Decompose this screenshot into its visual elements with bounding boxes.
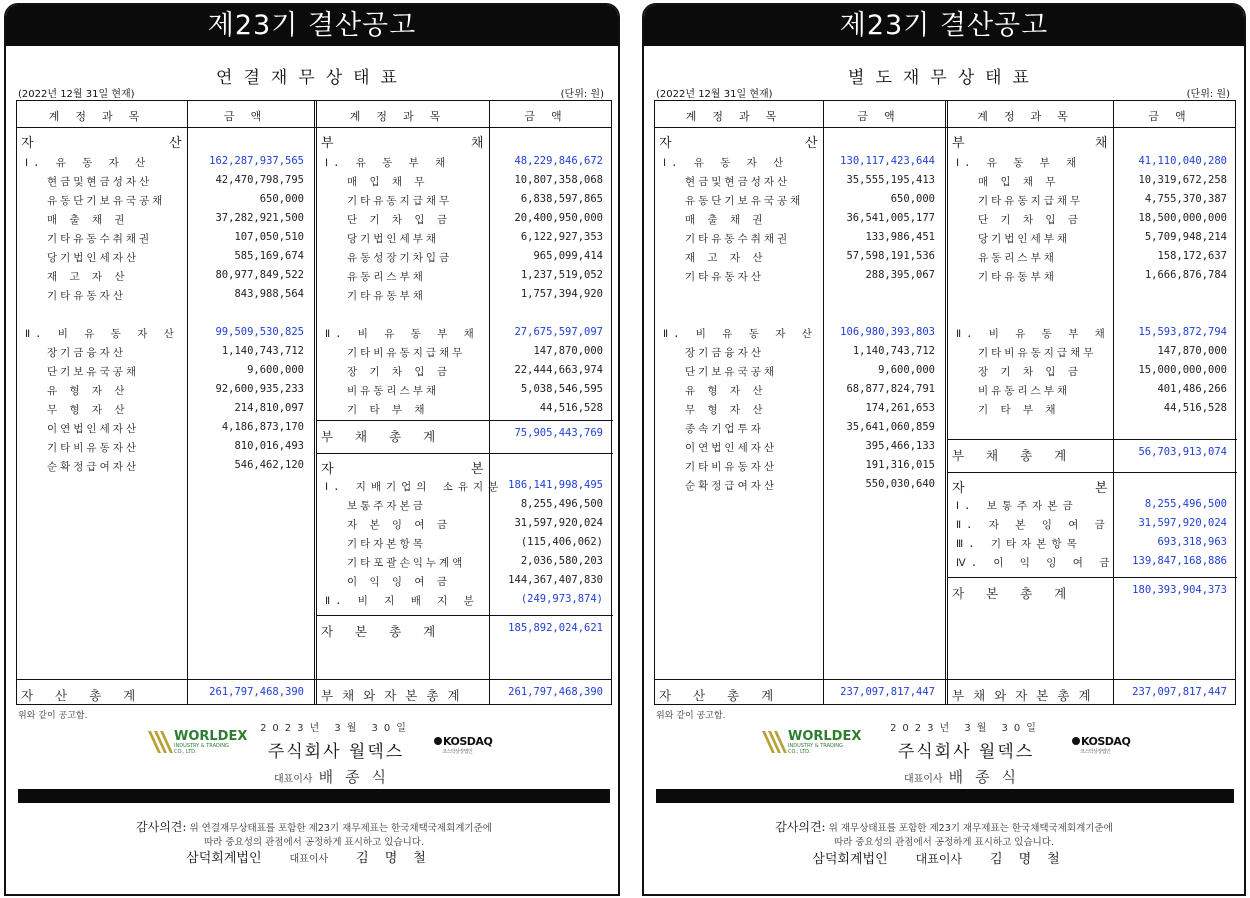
account-amount: 810,016,493 [234,440,304,452]
account-amount: 158,172,637 [1157,250,1227,262]
column-header-account: 계정과목 [685,110,793,123]
account-amount: 191,316,015 [865,459,935,471]
account-amount: 5,709,948,214 [1144,231,1227,243]
statement-title: 별도재무상태표 [848,68,1040,88]
account-amount: 99,509,530,825 [215,326,304,338]
account-label: Ⅰ. 유 동 자 산 [663,157,789,169]
signature-block [236,719,436,787]
account-amount: 843,988,564 [234,288,304,300]
column-header-account: 계정과목 [48,110,156,123]
total-amount: 75,905,443,769 [514,427,603,439]
notice-date: 2023년 3월 30일 [890,723,1042,734]
table-row [17,684,611,702]
account-amount: 42,470,798,795 [215,174,304,186]
account-amount: 650,000 [259,193,304,205]
table-row [17,229,611,247]
consolidated-statement-panel [4,3,620,896]
table-row [655,191,1235,209]
account-amount: 214,810,097 [234,402,304,414]
table-row [17,248,611,266]
account-amount: 1,140,743,712 [221,345,304,357]
account-label: 기타포괄손익누계액 [347,557,466,569]
account-amount: 8,255,496,500 [1144,498,1227,510]
account-label: Ⅱ. 비 유 동 자 산 [25,328,179,340]
account-amount: 8,255,496,500 [520,498,603,510]
total-label: 부 채 총 계 [321,429,445,444]
account-label: 기타비유동지급채무 [347,347,466,359]
account-amount: 10,807,358,068 [514,174,603,186]
table-row [17,343,611,361]
table-row [655,496,1235,514]
account-label: 유 형 자 산 [47,385,128,397]
account-amount: 585,169,674 [234,250,304,262]
total-amount: 237,097,817,447 [840,686,935,698]
account-amount: 107,050,510 [234,231,304,243]
table-row [17,591,611,609]
table-row [655,153,1235,171]
kosdaq-mark-icon [1072,737,1080,745]
account-amount: 27,675,597,097 [514,326,603,338]
account-label: 보통주자본금 [347,500,426,512]
account-amount: 80,977,849,522 [215,269,304,281]
company-name: 주식회사 월덱스 [267,742,405,762]
account-amount: 550,030,640 [865,478,935,490]
account-amount: (249,973,874) [520,593,603,605]
section-title-equity-end: 본 [471,462,484,477]
account-label: 장기금융자산 [685,347,764,359]
account-amount: 130,117,423,644 [840,155,935,167]
account-amount: 10,319,672,258 [1138,174,1227,186]
table-row [17,457,611,475]
account-label: 기타유동부채 [978,271,1057,283]
column-header-amount: 금액 [524,110,578,123]
account-amount: 650,000 [890,193,935,205]
row-divider [317,420,613,421]
worldex-logo: WORLDEX INDUSTRY & TRADING CO., LTD. [148,727,240,757]
kosdaq-logo: KOSDAQ 코스닥상장법인 [1072,735,1130,755]
account-amount: 401,486,266 [1157,383,1227,395]
worldex-mark-icon [148,727,174,757]
account-label: 기타자본항목 [347,538,426,550]
total-amount: 261,797,468,390 [508,686,603,698]
account-label: 유동리스부채 [347,271,426,283]
account-amount: 57,598,191,536 [846,250,935,262]
table-row [17,362,611,380]
account-amount: 147,870,000 [1157,345,1227,357]
table-row [17,286,611,304]
account-amount: 174,261,653 [865,402,935,414]
table-row [655,444,1235,462]
statement-title: 연결재무상태표 [216,68,408,88]
account-label: 당기법인세부채 [347,233,440,245]
kosdaq-logo: KOSDAQ 코스닥상장법인 [434,735,492,755]
account-amount: 20,400,950,000 [514,212,603,224]
account-label: 재 고 자 산 [47,271,128,283]
account-amount: 37,282,921,500 [215,212,304,224]
table-row [17,210,611,228]
table-row [655,515,1235,533]
audit-opinion: 감사의견: 위 재무상태표를 포함한 제23기 재무제표는 한국채택국제회계기준에 따라 중요성의 관점에서 공정하게 표시하고 있습니다. 삼덕회계법인 대표이사 김명철 [775,820,1113,867]
total-amount: 261,797,468,390 [209,686,304,698]
account-label: 기 타 부 채 [347,404,428,416]
account-label: Ⅳ. 이 익 잉 여 금 [956,557,1115,569]
table-row [17,324,611,342]
column-header-amount: 금액 [223,110,278,123]
account-label: Ⅱ. 비 유 동 부 채 [325,328,479,340]
account-label: 당기법인세부채 [978,233,1071,245]
representative: 대표이사 배종식 [903,768,1029,786]
table-row [655,419,1235,437]
row-divider [655,679,1235,680]
account-label: 비유동리스부채 [347,385,440,397]
account-label: 기타유동자산 [47,290,126,302]
account-amount: 1,757,394,920 [520,288,603,300]
account-amount: 41,110,040,280 [1138,155,1227,167]
account-label: 유동리스부채 [978,252,1057,264]
account-label: 장 기 차 입 금 [978,366,1082,378]
notice-date: 2023년 3월 30일 [260,723,412,734]
total-amount: 56,703,913,074 [1138,446,1227,458]
account-label: Ⅲ. 기타자본항목 [956,538,1082,550]
table-row [17,381,611,399]
table-row [17,496,611,514]
notice-text: 위와 같이 공고함. [18,711,88,721]
account-amount: 9,600,000 [247,364,304,376]
company-name: 주식회사 월덱스 [897,742,1035,762]
section-title-assets-end: 산 [169,136,182,151]
table-row [17,425,611,443]
account-label: 매 출 채 권 [47,214,128,226]
account-amount: 2,036,580,203 [520,555,603,567]
table-row [655,210,1235,228]
table-row [655,305,1235,323]
account-amount: 15,000,000,000 [1138,364,1227,376]
table-row [655,534,1235,552]
table-row [655,286,1235,304]
table-row [17,515,611,533]
row-divider [948,577,1237,578]
account-amount: 693,318,963 [1157,536,1227,548]
column-header-amount: 금액 [857,110,911,123]
total-label: 자 본 총 계 [952,586,1076,601]
account-amount: 147,870,000 [533,345,603,357]
row-divider [317,453,613,454]
table-row [17,267,611,285]
account-label: Ⅱ. 비 유 동 자 산 [663,328,817,340]
account-label: 기타비유동자산 [47,442,140,454]
table-row [655,362,1235,380]
table-row [655,400,1235,418]
row-divider [948,472,1237,473]
account-amount: 1,237,519,052 [520,269,603,281]
section-title-assets: 자 [21,136,34,151]
notice-header: 제23기 결산공고 [6,5,618,46]
account-amount: 965,099,414 [533,250,603,262]
account-label: 유동단기보유국공채 [685,195,804,207]
account-label: 이 익 잉 여 금 [347,576,451,588]
account-label: 종속기업투자 [685,423,764,435]
account-label: 유동성장기차입금 [347,252,453,264]
table-row [655,582,1235,600]
account-amount: 395,466,133 [865,440,935,452]
account-amount: 92,600,935,233 [215,383,304,395]
table-row [655,131,1235,149]
account-label: 당기법인세자산 [47,252,140,264]
account-label: Ⅰ. 유 동 부 채 [325,157,451,169]
account-amount: (115,406,062) [520,536,603,548]
row-divider [317,615,613,616]
table-row [17,620,611,638]
account-label: 재 고 자 산 [685,252,766,264]
table-row [655,324,1235,342]
account-label: Ⅱ. 비 유 동 부 채 [956,328,1110,340]
table-row [655,172,1235,190]
account-amount: 546,462,120 [234,459,304,471]
account-label: 순확정급여자산 [685,480,778,492]
account-label: 매 출 채 권 [685,214,766,226]
account-amount: 186,141,998,495 [508,479,603,491]
divider-bar [18,789,610,803]
account-label: 기타유동자산 [685,271,764,283]
account-label: 매 입 채 무 [347,176,428,188]
kosdaq-mark-icon [434,737,442,745]
account-amount: 22,444,663,974 [514,364,603,376]
table-row [655,343,1235,361]
table-row [17,553,611,571]
total-label: 자 본 총 계 [321,624,445,639]
section-title-equity-end: 본 [1095,481,1108,496]
account-amount: 162,287,937,565 [209,155,304,167]
account-label: 기타비유동지급채무 [978,347,1097,359]
account-label: 기타유동지급채무 [978,195,1084,207]
account-amount: 9,600,000 [878,364,935,376]
table-row [655,229,1235,247]
table-row [17,131,611,149]
account-label: 기타유동수취채권 [685,233,791,245]
account-label: Ⅰ. 보통주자본금 [956,500,1078,512]
account-amount: 18,500,000,000 [1138,212,1227,224]
row-divider [17,679,611,680]
account-label: 기타유동부채 [347,290,426,302]
account-label: 무 형 자 산 [47,404,128,416]
account-label: 기타유동수취채권 [47,233,153,245]
statement-date: (2022년 12월 31일 현재) [656,89,773,100]
account-amount: 144,367,407,830 [508,574,603,586]
account-amount: 31,597,920,024 [514,517,603,529]
account-amount: 35,641,060,859 [846,421,935,433]
account-amount: 44,516,528 [539,402,603,414]
section-title-assets: 자 [659,136,672,151]
account-label: Ⅱ. 비 지 배 지 분 [325,595,479,607]
account-label: Ⅰ. 유 동 자 산 [25,157,151,169]
account-amount: 133,986,451 [865,231,935,243]
total-label: 자 산 총 계 [21,688,145,703]
separate-statement-panel [642,3,1246,896]
divider-bar [656,789,1234,803]
section-title-liabilities-end: 채 [471,136,484,151]
account-label: 장기금융자산 [47,347,126,359]
account-amount: 31,597,920,024 [1138,517,1227,529]
signature-block [866,719,1066,787]
section-title-liabilities-end: 채 [1095,136,1108,151]
table-row [655,476,1235,494]
table-row [17,305,611,323]
account-amount: 1,140,743,712 [852,345,935,357]
total-amount: 185,892,024,621 [508,622,603,634]
statement-date: (2022년 12월 31일 현재) [18,89,135,100]
table-row [17,534,611,552]
account-label: 유 형 자 산 [685,385,766,397]
account-label: 단 기 차 입 금 [347,214,451,226]
table-row [655,684,1235,702]
representative: 대표이사 배종식 [273,768,399,786]
account-amount: 35,555,195,413 [846,174,935,186]
total-label: 부채와자본총계 [321,688,469,703]
account-label: Ⅰ. 유 동 부 채 [956,157,1082,169]
account-label: 유동단기보유국공채 [47,195,166,207]
section-title-equity: 자 [321,462,334,477]
account-label: 단기보유국공채 [47,366,140,378]
notice-text: 위와 같이 공고함. [656,711,726,721]
account-amount: 4,186,873,170 [221,421,304,433]
account-label: 단기보유국공채 [685,366,778,378]
balance-sheet-table [654,100,1236,705]
table-row [17,572,611,590]
account-label: 매 입 채 무 [978,176,1059,188]
account-label: Ⅰ. 지배기업의 소유지분 [325,481,504,493]
column-header-account: 계정과목 [349,110,457,123]
account-amount: 106,980,393,803 [840,326,935,338]
worldex-logo: WORLDEX INDUSTRY & TRADING CO., LTD. [762,727,854,757]
account-label: 현금및현금성자산 [685,176,791,188]
table-header [655,101,1235,128]
account-label: 기타유동지급채무 [347,195,453,207]
table-row [655,553,1235,571]
worldex-mark-icon [762,727,788,757]
statement-unit: (단위: 원) [1186,89,1230,100]
account-label: 장 기 차 입 금 [347,366,451,378]
total-label: 부 채 총 계 [952,448,1076,463]
account-amount: 1,666,876,784 [1144,269,1227,281]
table-row [17,191,611,209]
account-amount: 36,541,005,177 [846,212,935,224]
table-row [655,248,1235,266]
table-header [17,101,611,128]
section-title-assets-end: 산 [805,136,818,151]
account-amount: 68,877,824,791 [846,383,935,395]
account-label: 현금및현금성자산 [47,176,153,188]
section-title-liabilities: 부 [321,136,334,151]
account-label: 무 형 자 산 [685,404,766,416]
account-amount: 48,229,846,672 [514,155,603,167]
total-label: 자 산 총 계 [659,688,783,703]
total-amount: 237,097,817,447 [1132,686,1227,698]
account-label: 단 기 차 입 금 [978,214,1082,226]
account-label: 순확정급여자산 [47,461,140,473]
account-label: 기타비유동자산 [685,461,778,473]
account-label: 이연법인세자산 [685,442,778,454]
account-label: 자 본 잉 여 금 [347,519,451,531]
table-row [17,172,611,190]
row-divider [948,439,1237,440]
account-label: 기 타 부 채 [978,404,1059,416]
account-amount: 139,847,168,886 [1132,555,1227,567]
column-header-account: 계정과목 [977,110,1084,123]
total-label: 부채와자본총계 [952,688,1100,703]
audit-opinion: 감사의견: 위 연결재무상태표를 포함한 제23기 재무제표는 한국채택국제회계기준에 따라 중요성의 관점에서 공정하게 표시하고 있습니다. 삼덕회계법인 대표이사 김명철 [136,820,492,866]
statement-unit: (단위: 원) [560,89,604,100]
table-row [17,153,611,171]
balance-sheet-table [16,100,612,705]
account-amount: 288,395,067 [865,269,935,281]
account-amount: 6,122,927,353 [520,231,603,243]
section-title-liabilities: 부 [952,136,965,151]
table-row [655,381,1235,399]
table-row [655,267,1235,285]
account-amount: 5,038,546,595 [520,383,603,395]
total-amount: 180,393,904,373 [1132,584,1227,596]
table-row [17,400,611,418]
account-amount: 15,593,872,794 [1138,326,1227,338]
account-amount: 44,516,528 [1163,402,1227,414]
section-title-equity: 자 [952,481,965,496]
account-label: Ⅱ. 자 본 잉 여 금 [956,519,1110,531]
notice-header: 제23기 결산공고 [644,5,1244,46]
table-row [17,477,611,495]
account-amount: 6,838,597,865 [520,193,603,205]
account-label: 이연법인세자산 [47,423,140,435]
column-header-amount: 금액 [1148,110,1202,123]
account-amount: 4,755,370,387 [1144,193,1227,205]
account-label: 비유동리스부채 [978,385,1071,397]
